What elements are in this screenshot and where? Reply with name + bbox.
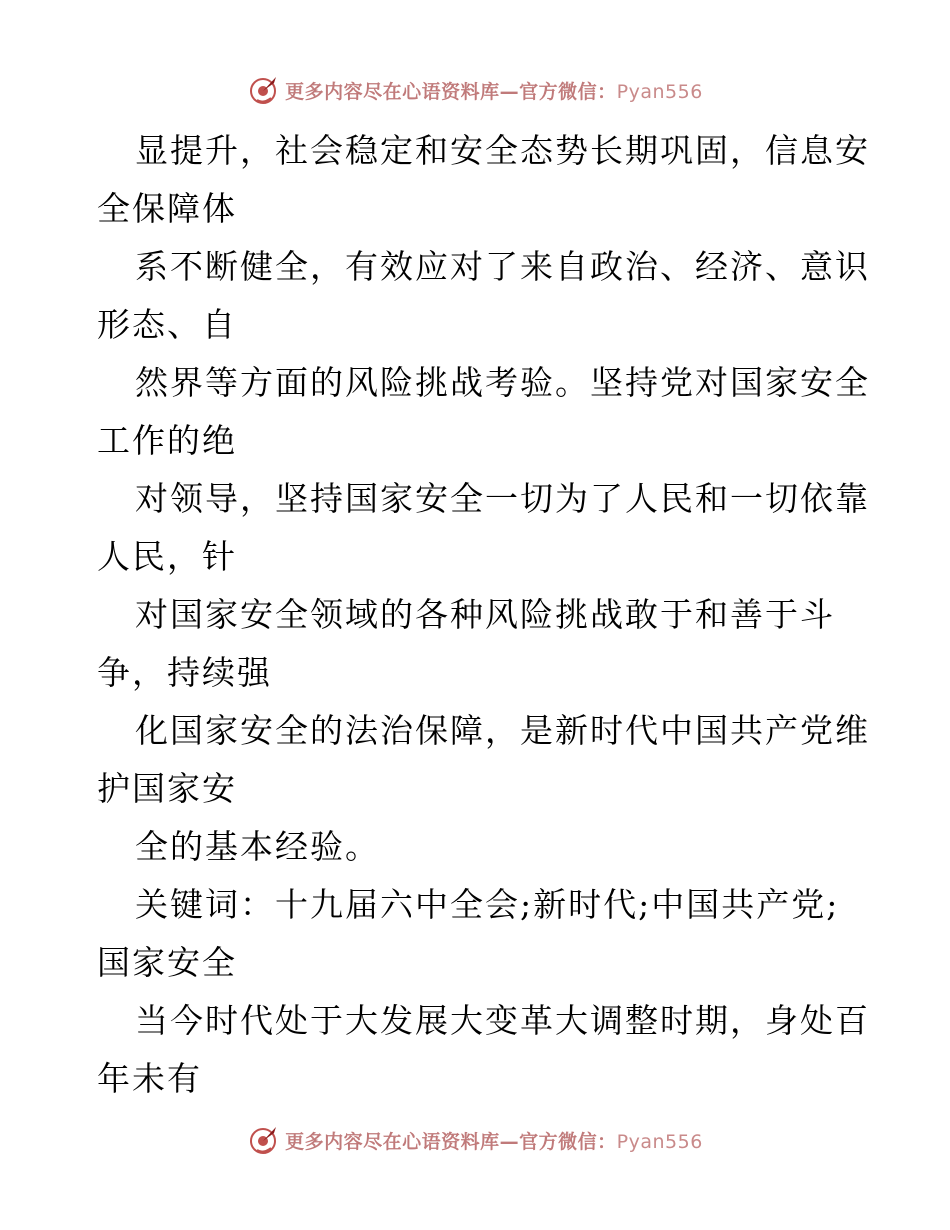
footer-watermark xyxy=(0,1120,950,1160)
text-line: 争，持续强 xyxy=(97,653,272,692)
text-line: 全的基本经验。 xyxy=(135,827,380,866)
text-line: 系不断健全，有效应对了来自政治、经济、意识 xyxy=(135,247,870,286)
text-line: 全保障体 xyxy=(97,189,237,228)
text-line: 年未有 xyxy=(97,1059,202,1098)
header-watermark xyxy=(0,70,950,110)
text-line: 当今时代处于大发展大变革大调整时期，身处百 xyxy=(135,1001,870,1040)
watermark-text: 更多内容尽在心语资料库—官方微信：Pyan556 xyxy=(285,1130,703,1153)
text-line: 国家安全 xyxy=(97,943,237,982)
text-line: 化国家安全的法治保障，是新时代中国共产党维 xyxy=(135,711,870,750)
text-line: 工作的绝 xyxy=(97,421,237,460)
quill-logo-icon xyxy=(247,1124,279,1156)
text-line: 关键词：十九届六中全会;新时代;中国共产党; xyxy=(135,885,840,924)
text-line: 对国家安全领域的各种风险挑战敢于和善于斗 xyxy=(135,595,835,634)
quill-logo-icon xyxy=(247,74,279,106)
document-body xyxy=(97,122,870,1108)
text-line: 形态、自 xyxy=(97,305,237,344)
watermark-text: 更多内容尽在心语资料库—官方微信：Pyan556 xyxy=(285,80,703,103)
text-line: 护国家安 xyxy=(97,769,237,808)
text-line: 然界等方面的风险挑战考验。坚持党对国家安全 xyxy=(135,363,870,402)
text-line: 显提升，社会稳定和安全态势长期巩固，信息安 xyxy=(135,131,870,170)
text-line: 对领导，坚持国家安全一切为了人民和一切依靠 xyxy=(135,479,870,518)
text-line: 人民，针 xyxy=(97,537,237,576)
